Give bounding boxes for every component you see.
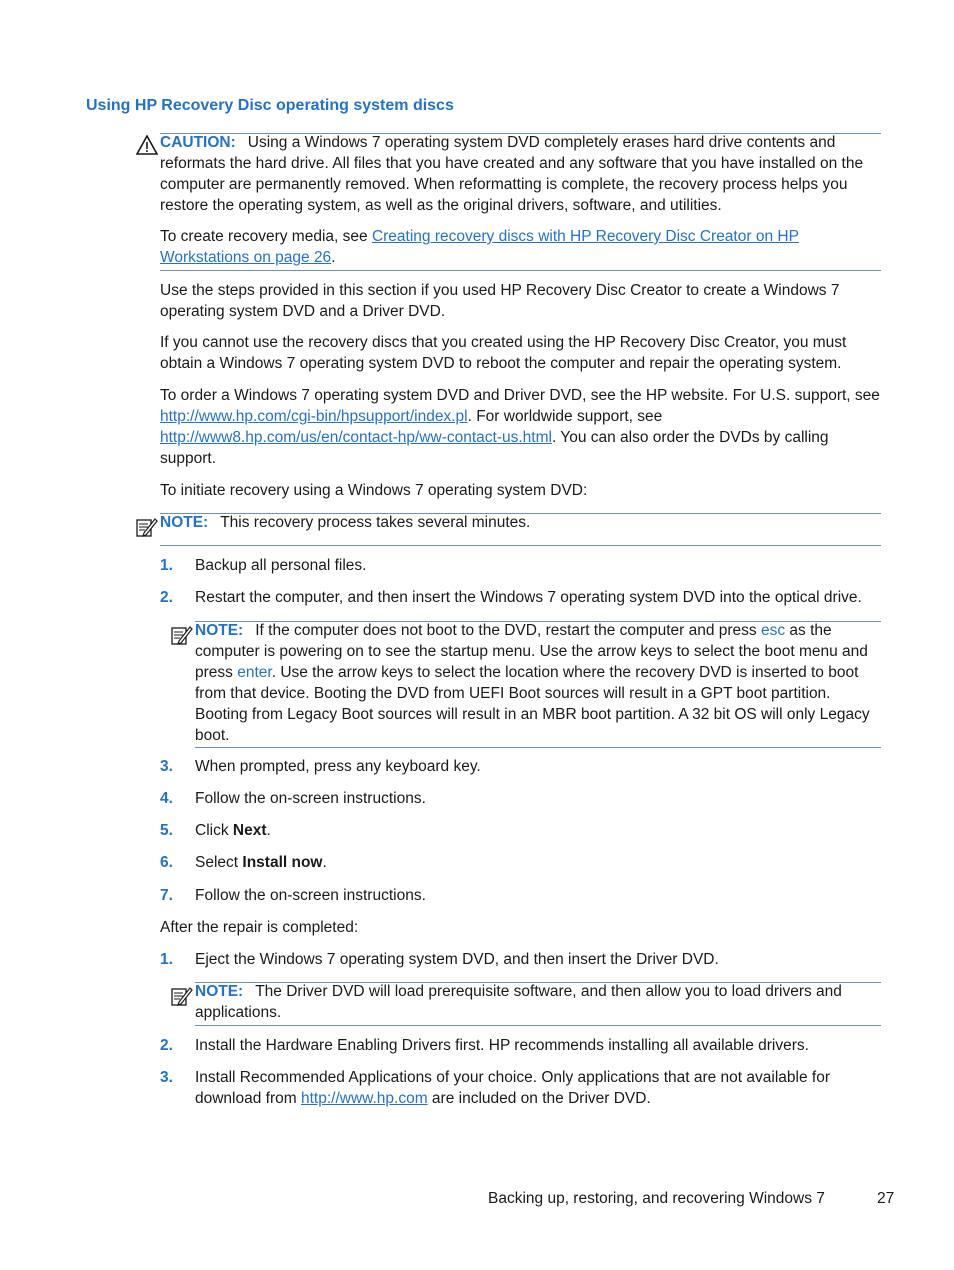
esc-key: esc	[760, 622, 786, 639]
warning-triangle-icon	[136, 135, 158, 155]
caution-label: CAUTION:	[160, 134, 236, 151]
note2-text: NOTE: If the computer does not boot to the DVD, restart the computer and press esc as the computer is powering on to see the startup menu. Use the arrow keys to select the boot menu and press enter. Use the arrow keys to select the location where the recovery DVD is inserted to boot from that device. Booting the DVD from UEFI Boot sources will result in a GPT boot partition. Booting from Legacy Boot sources will result in an MBR boot partition. A 32 bit OS will only Legacy boot.	[195, 622, 870, 744]
step-number: 6.	[160, 854, 173, 871]
step-number: 3.	[160, 1069, 173, 1086]
note2-label: NOTE:	[195, 622, 244, 639]
note1-bottom-rule	[160, 545, 881, 546]
note-pencil-icon	[171, 624, 193, 646]
paragraph-initiate-recovery: To initiate recovery using a Windows 7 operating system DVD:	[160, 482, 588, 499]
step-text: Follow the on-screen instructions.	[195, 790, 426, 807]
note1-label: NOTE:	[160, 514, 209, 531]
page-number: 27	[877, 1190, 895, 1207]
hp-website-link[interactable]: http://www.hp.com	[300, 1090, 428, 1107]
step-text: When prompted, press any keyboard key.	[195, 758, 481, 775]
note2-bottom-rule	[195, 747, 881, 748]
install-now-label: Install now	[242, 854, 323, 871]
step-text: Follow the on-screen instructions.	[195, 887, 426, 904]
section-heading: Using HP Recovery Disc operating system discs	[86, 97, 454, 114]
note3-bottom-rule	[195, 1025, 881, 1026]
enter-key: enter	[237, 664, 272, 681]
step-number: 2.	[160, 1037, 173, 1054]
caution-recovery-media: To create recovery media, see Creating recovery discs with HP Recovery Disc Creator on HP Workstations on page 26.	[160, 228, 799, 266]
paragraph-steps-intro: Use the steps provided in this section if you used HP Recovery Disc Creator to create a Windows 7 operating system DVD and a Driver DVD.	[160, 282, 840, 320]
note-pencil-icon	[171, 985, 193, 1007]
creating-recovery-discs-link[interactable]: Creating recovery discs with HP Recovery Disc Creator on HP Workstations on page 26	[160, 228, 799, 266]
step-number: 7.	[160, 887, 173, 904]
step-text: Install the Hardware Enabling Drivers first. HP recommends installing all available drivers.	[195, 1037, 809, 1054]
note1-text: NOTE: This recovery process takes several minutes.	[160, 514, 531, 531]
step-number: 2.	[160, 589, 173, 606]
step-text: Install Recommended Applications of your choice. Only applications that are not available for download from http://www.hp.com are included on the Driver DVD.	[195, 1069, 830, 1107]
step-number: 1.	[160, 557, 173, 574]
hp-contact-link[interactable]: http://www8.hp.com/us/en/contact-hp/ww-contact-us.html	[160, 429, 552, 446]
paragraph-after-repair: After the repair is completed:	[160, 919, 359, 936]
step-text: Restart the computer, and then insert the Windows 7 operating system DVD into the optical drive.	[195, 589, 862, 606]
paragraph-cannot-use: If you cannot use the recovery discs that you created using the HP Recovery Disc Creator, you must obtain a Windows 7 operating system DVD to reboot the computer and repair the operating system.	[160, 334, 847, 372]
step-text: Eject the Windows 7 operating system DVD, and then insert the Driver DVD.	[195, 951, 719, 968]
note-pencil-icon	[136, 516, 158, 538]
next-label: Next	[232, 822, 267, 839]
step-number: 3.	[160, 758, 173, 775]
hp-support-link[interactable]: http://www.hp.com/cgi-bin/hpsupport/index.pl	[160, 408, 468, 425]
step-number: 5.	[160, 822, 173, 839]
paragraph-order-dvd: To order a Windows 7 operating system DVD and Driver DVD, see the HP website. For U.S. support, see http://www.hp.com/cgi-bin/hpsupport/index.pl. For worldwide support, see http://www8.hp.com/us/en/contact-hp/ww-contact-us.html. You can also order the DVDs by calling support.	[160, 387, 880, 467]
footer-title: Backing up, restoring, and recovering Windows 7	[488, 1190, 825, 1207]
note3-label: NOTE:	[195, 983, 244, 1000]
caution-bottom-rule	[160, 270, 881, 271]
step-text: Backup all personal files.	[195, 557, 367, 574]
step-number: 1.	[160, 951, 173, 968]
note3-text: NOTE: The Driver DVD will load prerequisite software, and then allow you to load drivers and applications.	[195, 983, 842, 1021]
step-text: Select Install now.	[195, 854, 327, 871]
step-number: 4.	[160, 790, 173, 807]
caution-text: CAUTION: Using a Windows 7 operating system DVD completely erases hard drive contents and reformats the hard drive. All files that you have created and any software that you have installed on the computer are permanently removed. When reformatting is complete, the recovery process helps you restore the operating system, as well as the original drivers, software, and utilities.	[160, 134, 864, 214]
step-text: Click Next.	[195, 822, 271, 839]
